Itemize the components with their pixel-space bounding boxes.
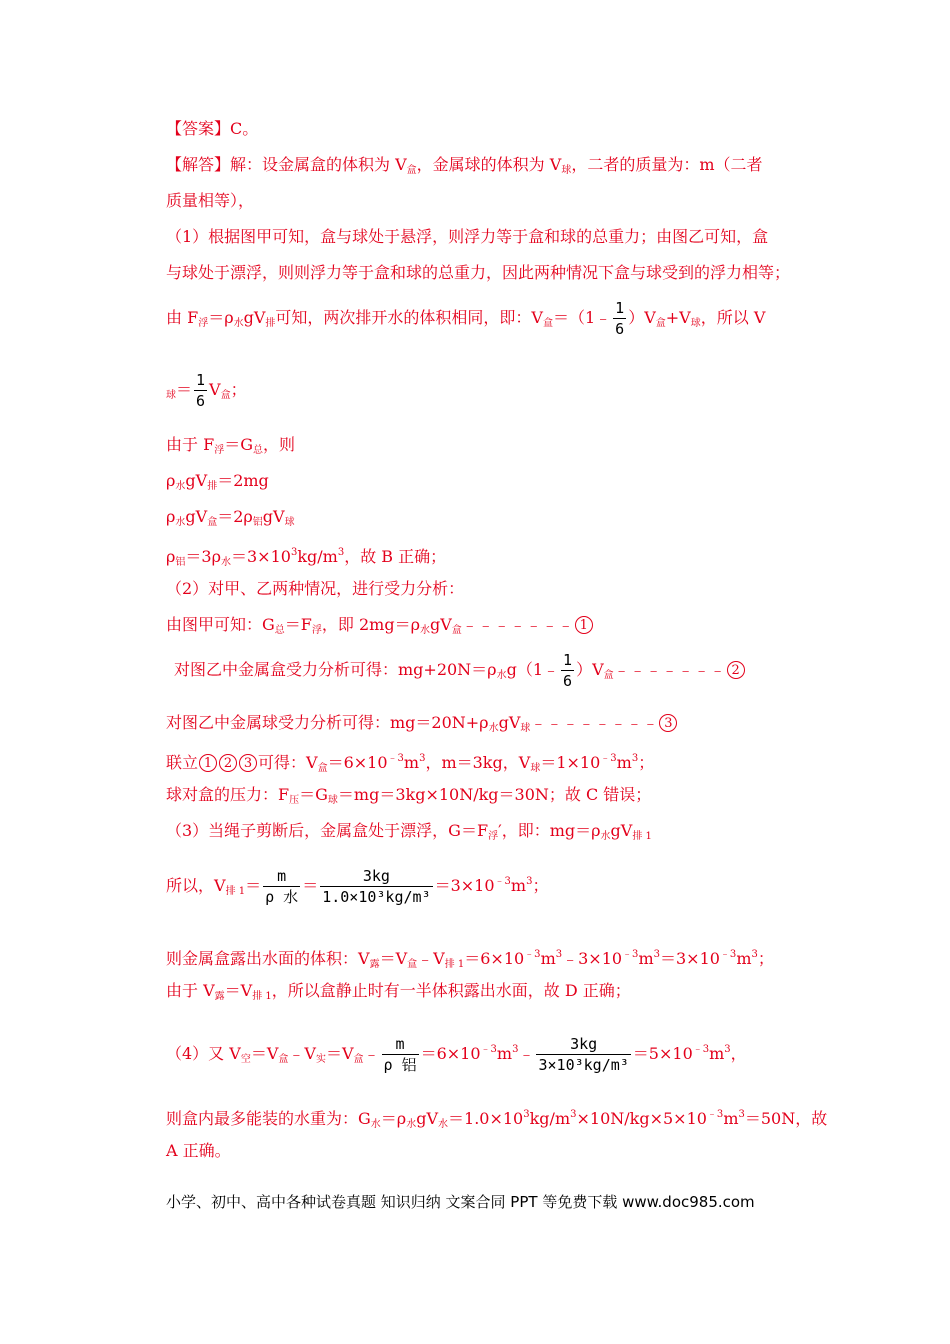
analysis-line-3 <box>166 226 768 248</box>
text: g（1﹣ <box>506 660 560 679</box>
subscript: 水 <box>233 318 244 329</box>
subscript: 球 <box>520 723 531 734</box>
text: ＝50N，故 <box>744 1109 828 1128</box>
subscript: 浮 <box>488 831 499 842</box>
analysis-line-15 <box>166 748 654 780</box>
subscript: 排 1 <box>225 886 246 897</box>
analysis-line-10 <box>166 542 446 574</box>
analysis-line-2 <box>166 190 254 212</box>
subscript: 空 <box>240 1054 251 1065</box>
analysis-line-23 <box>166 1140 231 1162</box>
text: ＝ <box>302 876 319 895</box>
fraction-denominator: 6 <box>196 392 206 410</box>
subscript: 球 <box>327 795 338 806</box>
text: ＝3×10 <box>659 949 720 968</box>
subscript: 水 <box>438 1119 449 1130</box>
text: ＝3ρ <box>185 547 221 566</box>
superscript: 3 <box>653 949 660 960</box>
text: gV <box>416 1109 439 1128</box>
text: ＝V <box>250 1044 279 1063</box>
subscript: 水 <box>175 481 186 492</box>
superscript: ﹣3 <box>387 753 404 764</box>
subscript: 盒 <box>317 763 328 774</box>
fraction-one-sixth <box>613 298 626 339</box>
subscript: 铝 <box>252 517 263 528</box>
text: 可得：V <box>258 753 318 772</box>
text: +V <box>665 308 691 327</box>
fraction-3kg-over-density <box>320 866 432 907</box>
fraction-numerator: 1 <box>563 651 573 669</box>
subscript: 排 <box>265 318 276 329</box>
text: kg/m <box>529 1109 571 1128</box>
subscript: 水 <box>406 1119 417 1130</box>
superscript: ﹣3 <box>706 1109 724 1120</box>
subscript: 盒 <box>278 1054 289 1065</box>
fraction-denominator: ρ 铝 <box>383 1056 417 1074</box>
analysis-line-12 <box>166 614 594 642</box>
subscript: 盒 <box>207 517 218 528</box>
answer-line <box>166 118 258 140</box>
fraction-denominator: ρ 水 <box>265 888 299 906</box>
text: m <box>403 753 420 772</box>
text: ＝5×10 <box>632 1044 693 1063</box>
text: ρ <box>166 471 176 490</box>
text: ﹣﹣﹣﹣﹣﹣﹣ <box>461 615 574 634</box>
text: ）V <box>576 660 604 679</box>
superscript: ﹣3 <box>692 1044 710 1055</box>
text: gV <box>185 507 208 526</box>
page-footer: 小学、初中、高中各种试卷真题 知识归纳 文案合同 PPT 等免费下载 www.doc985.com <box>166 1193 755 1211</box>
text: 解：设金属盒的体积为 V <box>230 155 407 174</box>
fraction-numerator: 3kg <box>362 867 390 885</box>
analysis-line-11 <box>166 578 464 600</box>
superscript: ﹣3 <box>719 949 737 960</box>
subscript: 浮 <box>214 445 225 456</box>
analysis-line-14 <box>166 712 678 740</box>
text: ＝V <box>379 949 408 968</box>
circled-number-3: 3 <box>659 714 677 732</box>
analysis-line-13 <box>174 650 746 691</box>
text: ＝3×10 <box>231 547 291 566</box>
fraction-m-over-rho-water <box>263 866 300 907</box>
text: ＝1.0×10 <box>448 1109 524 1128</box>
analysis-line-4 <box>166 262 790 284</box>
fraction-numerator: 3kg <box>570 1035 598 1053</box>
text: 则盒内最多能装的水重为：G <box>166 1109 371 1128</box>
superscript: 3 <box>419 753 426 764</box>
answer-text: 【答案】C。 <box>166 119 259 138</box>
subscript: 水 <box>600 831 611 842</box>
analysis-line-19 <box>166 944 774 976</box>
superscript: 3 <box>290 547 298 558</box>
fraction-numerator: 1 <box>615 299 625 317</box>
subscript: 排 1 <box>444 959 465 970</box>
text: A 正确。 <box>166 1141 231 1160</box>
subscript: 露 <box>214 991 225 1002</box>
fraction-denominator: 6 <box>615 320 625 338</box>
text: ﹣V <box>417 949 445 968</box>
superscript: 3 <box>631 753 639 764</box>
subscript: 总 <box>253 445 263 456</box>
analysis-line-8 <box>166 470 269 498</box>
superscript: 3 <box>555 949 563 960</box>
circled-number-2: 2 <box>219 754 237 772</box>
text: ρ <box>166 507 176 526</box>
text: m <box>540 949 556 968</box>
text: ×10N/kg×5×10 <box>576 1109 707 1128</box>
text: gV <box>243 308 266 327</box>
text: ＝ρ <box>380 1109 407 1128</box>
subscript: 水 <box>496 670 507 681</box>
superscript: 3 <box>523 1109 530 1120</box>
fraction-denominator: 3×10³kg/m³ <box>538 1056 629 1074</box>
subscript: 水 <box>175 517 186 528</box>
text: gV <box>498 713 521 732</box>
text: m <box>736 949 752 968</box>
text: ﹣V <box>288 1044 316 1063</box>
text: ＝2mg <box>217 471 269 490</box>
text: gV <box>610 821 633 840</box>
subscript: 盒 <box>407 959 418 970</box>
subscript: 盒 <box>220 390 231 401</box>
text: ＝ <box>245 876 262 895</box>
text: ＝3×10 <box>434 876 495 895</box>
text: gV <box>430 615 452 634</box>
superscript: 3 <box>526 876 533 887</box>
text: ，所以盒静止时有一半体积露出水面，故 D 正确； <box>271 981 631 1000</box>
subscript: 水 <box>221 557 231 568</box>
analysis-line-21 <box>166 1034 747 1075</box>
subscript: 水 <box>488 723 499 734</box>
text: ＝1×10 <box>540 753 601 772</box>
subscript: 压 <box>289 795 300 806</box>
subscript: 球 <box>690 318 701 329</box>
subscript: 球 <box>284 517 295 528</box>
subscript: 盒 <box>406 165 417 176</box>
text: ，m＝3kg，V <box>425 753 531 772</box>
analysis-line-6 <box>166 370 247 411</box>
subscript: 盒 <box>353 1054 364 1065</box>
text: ′，即：mg＝ρ <box>498 821 601 840</box>
text: ， <box>730 1044 747 1063</box>
text: 球对盒的压力：F <box>166 785 290 804</box>
text: ； <box>532 876 549 895</box>
fraction-one-sixth <box>561 650 574 691</box>
text: ﹣ <box>363 1044 380 1063</box>
fraction-denominator: 6 <box>563 672 573 690</box>
text: 质量相等）， <box>166 191 255 210</box>
text: ，则 <box>263 435 296 454</box>
text: ρ <box>166 547 176 566</box>
subscript: 盒 <box>603 670 614 681</box>
analysis-line-20 <box>166 980 631 1008</box>
fraction-one-sixth <box>194 370 207 411</box>
superscript: 3 <box>738 1109 745 1120</box>
text: 所以，V <box>166 876 226 895</box>
text: ； <box>230 380 247 399</box>
superscript: 3 <box>337 547 345 558</box>
superscript: ﹣3 <box>600 753 617 764</box>
subscript: 球 <box>530 763 541 774</box>
analysis-line-1 <box>166 154 763 182</box>
analysis-line-5 <box>166 298 765 339</box>
text: ＝V <box>325 1044 354 1063</box>
analysis-line-9 <box>166 506 295 534</box>
text: ﹣﹣﹣﹣﹣﹣﹣ <box>613 660 726 679</box>
superscript: ﹣3 <box>494 876 511 887</box>
text: ＝G <box>224 435 253 454</box>
text: ，金属球的体积为 V <box>416 155 562 174</box>
text: ＝（1﹣ <box>552 308 612 327</box>
fraction-numerator: 1 <box>196 371 206 389</box>
superscript: ﹣3 <box>622 949 639 960</box>
subscript: 铝 <box>175 557 186 568</box>
text: ﹣3×10 <box>562 949 623 968</box>
text: kg/m <box>297 547 338 566</box>
text: ＝ρ <box>208 308 234 327</box>
text: （3）当绳子剪断后，金属盒处于漂浮，G＝F <box>166 821 489 840</box>
text: 由 F <box>166 308 199 327</box>
text: m <box>709 1044 725 1063</box>
analysis-label: 【解答】 <box>166 155 231 174</box>
fraction-numerator: m <box>395 1035 405 1053</box>
fraction-numerator: m <box>277 867 287 885</box>
text: ＝6×10 <box>420 1044 481 1063</box>
subscript: 水 <box>370 1119 381 1130</box>
text: gV <box>262 507 285 526</box>
circled-number-1: 1 <box>575 616 593 634</box>
subscript: 总 <box>274 625 285 636</box>
subscript: 露 <box>369 959 380 970</box>
subscript: 水 <box>420 625 430 636</box>
text: ，所以 V <box>700 308 766 327</box>
fraction-m-over-rho-al <box>382 1034 419 1075</box>
subscript: 排 1 <box>632 831 652 842</box>
superscript: 3 <box>724 1044 731 1055</box>
text: ，二者的质量为：m（二者 <box>571 155 763 174</box>
text: 对图乙中金属盒受力分析可得：mg+20N＝ρ <box>174 660 497 679</box>
superscript: 3 <box>570 1109 577 1120</box>
text: ＝G <box>299 785 328 804</box>
analysis-line-17 <box>166 820 652 848</box>
text: ＝6×10 <box>327 753 388 772</box>
text: 由于 F <box>166 435 215 454</box>
text: ＝F <box>284 615 312 634</box>
text: （4）又 V <box>166 1044 241 1063</box>
text: 则金属盒露出水面的体积：V <box>166 949 370 968</box>
subscript: 盒 <box>451 625 462 636</box>
text: ＝V <box>224 981 253 1000</box>
text: m <box>638 949 654 968</box>
circled-number-2: 2 <box>727 661 745 679</box>
circled-number-3: 3 <box>239 754 257 772</box>
text: ，故 B 正确； <box>344 547 447 566</box>
fraction-3kg-over-al-density <box>536 1034 630 1075</box>
analysis-line-16 <box>166 784 651 812</box>
text: m <box>496 1044 513 1063</box>
text: 联立 <box>166 753 199 772</box>
text: 对图乙中金属球受力分析可得：mg＝20N+ρ <box>166 713 489 732</box>
subscript: 球 <box>166 390 176 401</box>
analysis-line-18 <box>166 866 548 907</box>
text: ＝2ρ <box>217 507 253 526</box>
text: ； <box>638 753 655 772</box>
text: m <box>723 1109 739 1128</box>
text: （2）对甲、乙两种情况，进行受力分析： <box>166 579 465 598</box>
subscript: 浮 <box>311 625 322 636</box>
text: 由图甲可知：G <box>166 615 275 634</box>
analysis-line-22 <box>166 1104 827 1136</box>
text: m <box>510 876 527 895</box>
circled-number-1: 1 <box>199 754 217 772</box>
subscript: 盒 <box>542 318 553 329</box>
subscript: 盒 <box>655 318 666 329</box>
subscript: 实 <box>315 1054 326 1065</box>
superscript: ﹣3 <box>524 949 541 960</box>
text: （1）根据图甲可知，盒与球处于悬浮，则浮力等于盒和球的总重力；由图乙可知，盒 <box>166 227 769 246</box>
text: ﹣﹣﹣﹣﹣﹣﹣﹣ <box>530 713 659 732</box>
subscript: 排 <box>207 481 218 492</box>
superscript: 3 <box>751 949 758 960</box>
text: ＝ <box>176 380 193 399</box>
text: ＝mg＝3kg×10N/kg＝30N；故 C 错误； <box>337 785 652 804</box>
superscript: ﹣3 <box>480 1044 497 1055</box>
text: ＝6×10 <box>464 949 525 968</box>
text: 与球处于漂浮，则则浮力等于盒和球的总重力，因此两种情况下盒与球受到的浮力相等； <box>166 263 791 282</box>
text: ）V <box>628 308 656 327</box>
text: ； <box>757 949 774 968</box>
text: V <box>209 380 221 399</box>
text: gV <box>185 471 208 490</box>
subscript: 排 1 <box>252 991 272 1002</box>
analysis-line-7 <box>166 434 295 462</box>
superscript: 3 <box>512 1044 519 1055</box>
text: m <box>616 753 632 772</box>
fraction-denominator: 1.0×10³kg/m³ <box>322 888 431 906</box>
text: ，即 2mg＝ρ <box>321 615 420 634</box>
subscript: 球 <box>561 165 572 176</box>
subscript: 浮 <box>198 318 209 329</box>
text: ﹣ <box>518 1044 535 1063</box>
text: 可知，两次排开水的体积相同，即：V <box>275 308 543 327</box>
text: 由于 V <box>166 981 215 1000</box>
